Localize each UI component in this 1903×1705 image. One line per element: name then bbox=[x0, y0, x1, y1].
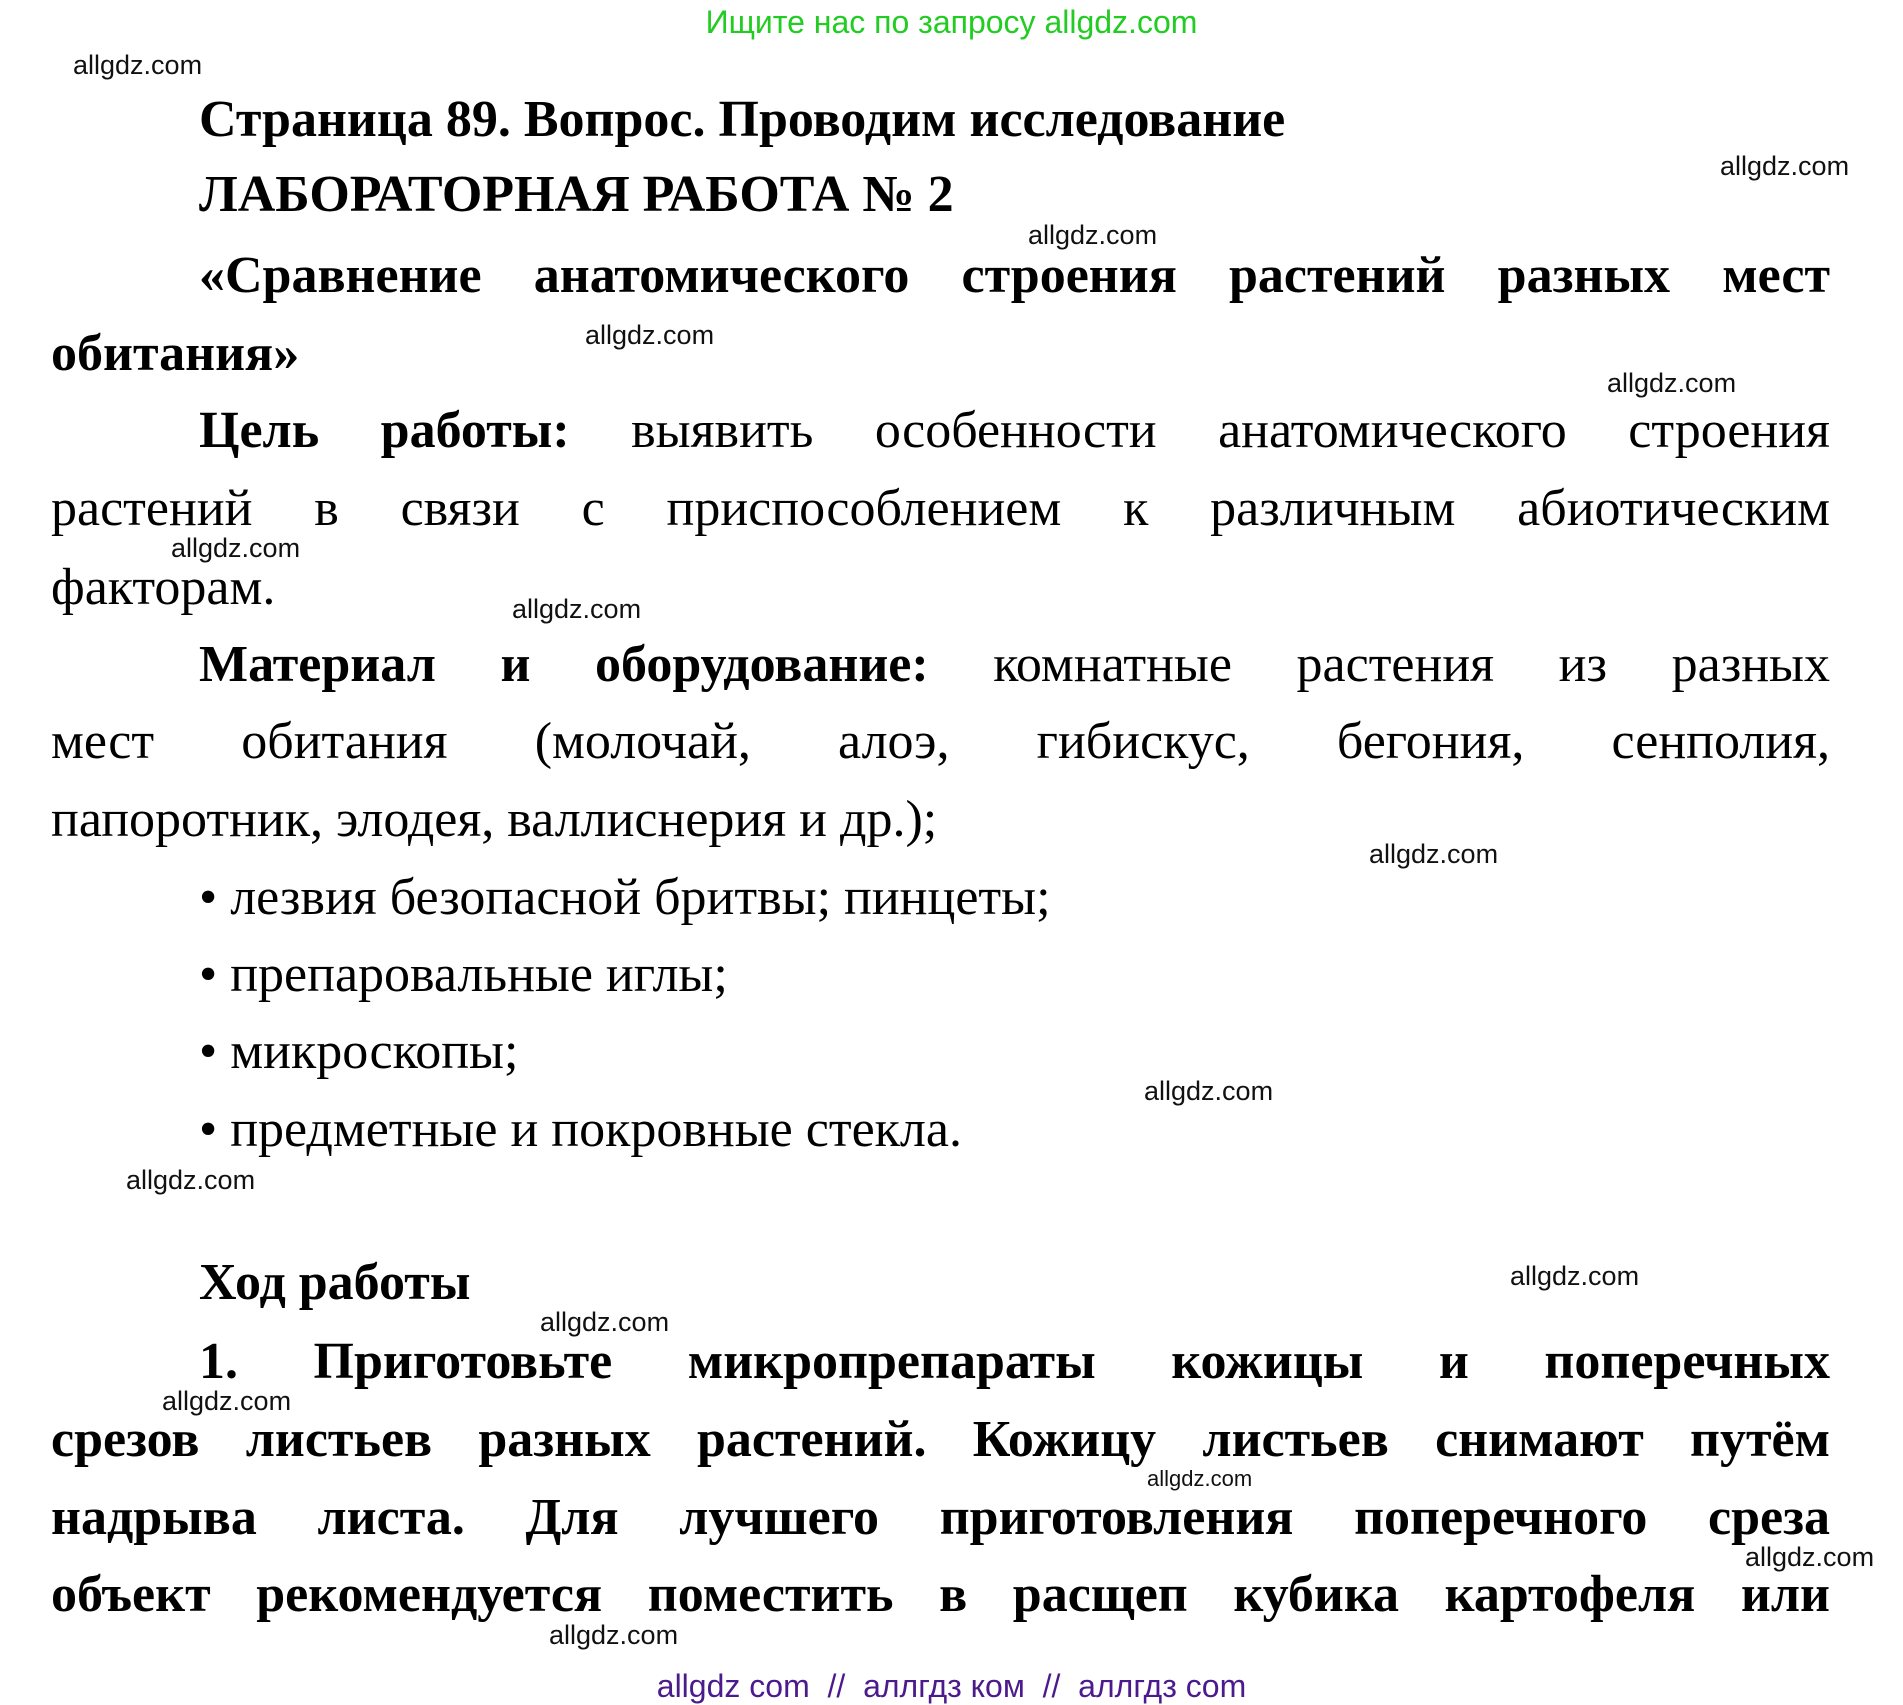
goal-text: факторам. bbox=[51, 559, 276, 616]
watermark: allgdz.com bbox=[540, 1307, 670, 1337]
goal-paragraph bbox=[199, 402, 1830, 459]
watermark: allgdz.com bbox=[512, 594, 642, 624]
bullet-item: • предметные и покровные стекла. bbox=[199, 1101, 962, 1158]
header-ad-link[interactable]: Ищите нас по запросу allgdz.com bbox=[705, 4, 1198, 40]
materials-text: мест обитания (молочай, алоэ, гибискус, бегония, сенполия, bbox=[51, 713, 1830, 770]
step-text: 1. Приготовьте микропрепараты кожицы и поперечных bbox=[199, 1333, 1830, 1390]
procedure-heading: Ход работы bbox=[199, 1254, 471, 1311]
step-text: объект рекомендуется поместить в расщеп кубика картофеля или bbox=[51, 1566, 1830, 1623]
bullet-item: • препаровальные иглы; bbox=[199, 946, 728, 1003]
watermark: allgdz.com bbox=[73, 50, 203, 80]
bullet-item: • лезвия безопасной бритвы; пинцеты; bbox=[199, 869, 1051, 926]
materials-paragraph bbox=[199, 636, 1830, 693]
goal-label: Цель работы: bbox=[199, 402, 570, 459]
lab-title: ЛАБОРАТОРНАЯ РАБОТА № 2 bbox=[199, 166, 954, 223]
lab-topic-line: обитания» bbox=[51, 325, 300, 382]
watermark: allgdz.com bbox=[171, 533, 301, 563]
goal-text: растений в связи с приспособлением к различным абиотическим bbox=[51, 480, 1830, 537]
watermark: allgdz.com bbox=[1510, 1261, 1640, 1291]
goal-text: выявить особенности анатомического строения bbox=[569, 402, 1830, 459]
footer-links[interactable]: allgdz com // аллгдз ком // аллгдз com bbox=[656, 1668, 1247, 1704]
watermark: allgdz.com bbox=[585, 320, 715, 350]
watermark: allgdz.com bbox=[1147, 1466, 1253, 1491]
lab-topic-line: «Сравнение анатомического строения растений разных мест bbox=[199, 247, 1830, 304]
watermark: allgdz.com bbox=[1144, 1076, 1274, 1106]
materials-text: комнатные растения из разных bbox=[928, 636, 1830, 693]
bullet-item: • микроскопы; bbox=[199, 1023, 519, 1080]
page-title: Страница 89. Вопрос. Проводим исследование bbox=[199, 91, 1286, 148]
watermark: allgdz.com bbox=[1720, 151, 1850, 181]
watermark: allgdz.com bbox=[126, 1165, 256, 1195]
step-text: срезов листьев разных растений. Кожицу листьев снимают путём bbox=[51, 1411, 1830, 1468]
step-text: надрыва листа. Для лучшего приготовления поперечного среза bbox=[51, 1489, 1830, 1546]
watermark: allgdz.com bbox=[549, 1620, 679, 1650]
materials-label: Материал и оборудование: bbox=[199, 636, 929, 693]
watermark: allgdz.com bbox=[162, 1386, 292, 1416]
watermark: allgdz.com bbox=[1028, 220, 1158, 250]
materials-text: папоротник, элодея, валлиснерия и др.); bbox=[51, 791, 938, 848]
watermark: allgdz.com bbox=[1745, 1542, 1875, 1572]
watermark: allgdz.com bbox=[1369, 839, 1499, 869]
watermark: allgdz.com bbox=[1607, 368, 1737, 398]
